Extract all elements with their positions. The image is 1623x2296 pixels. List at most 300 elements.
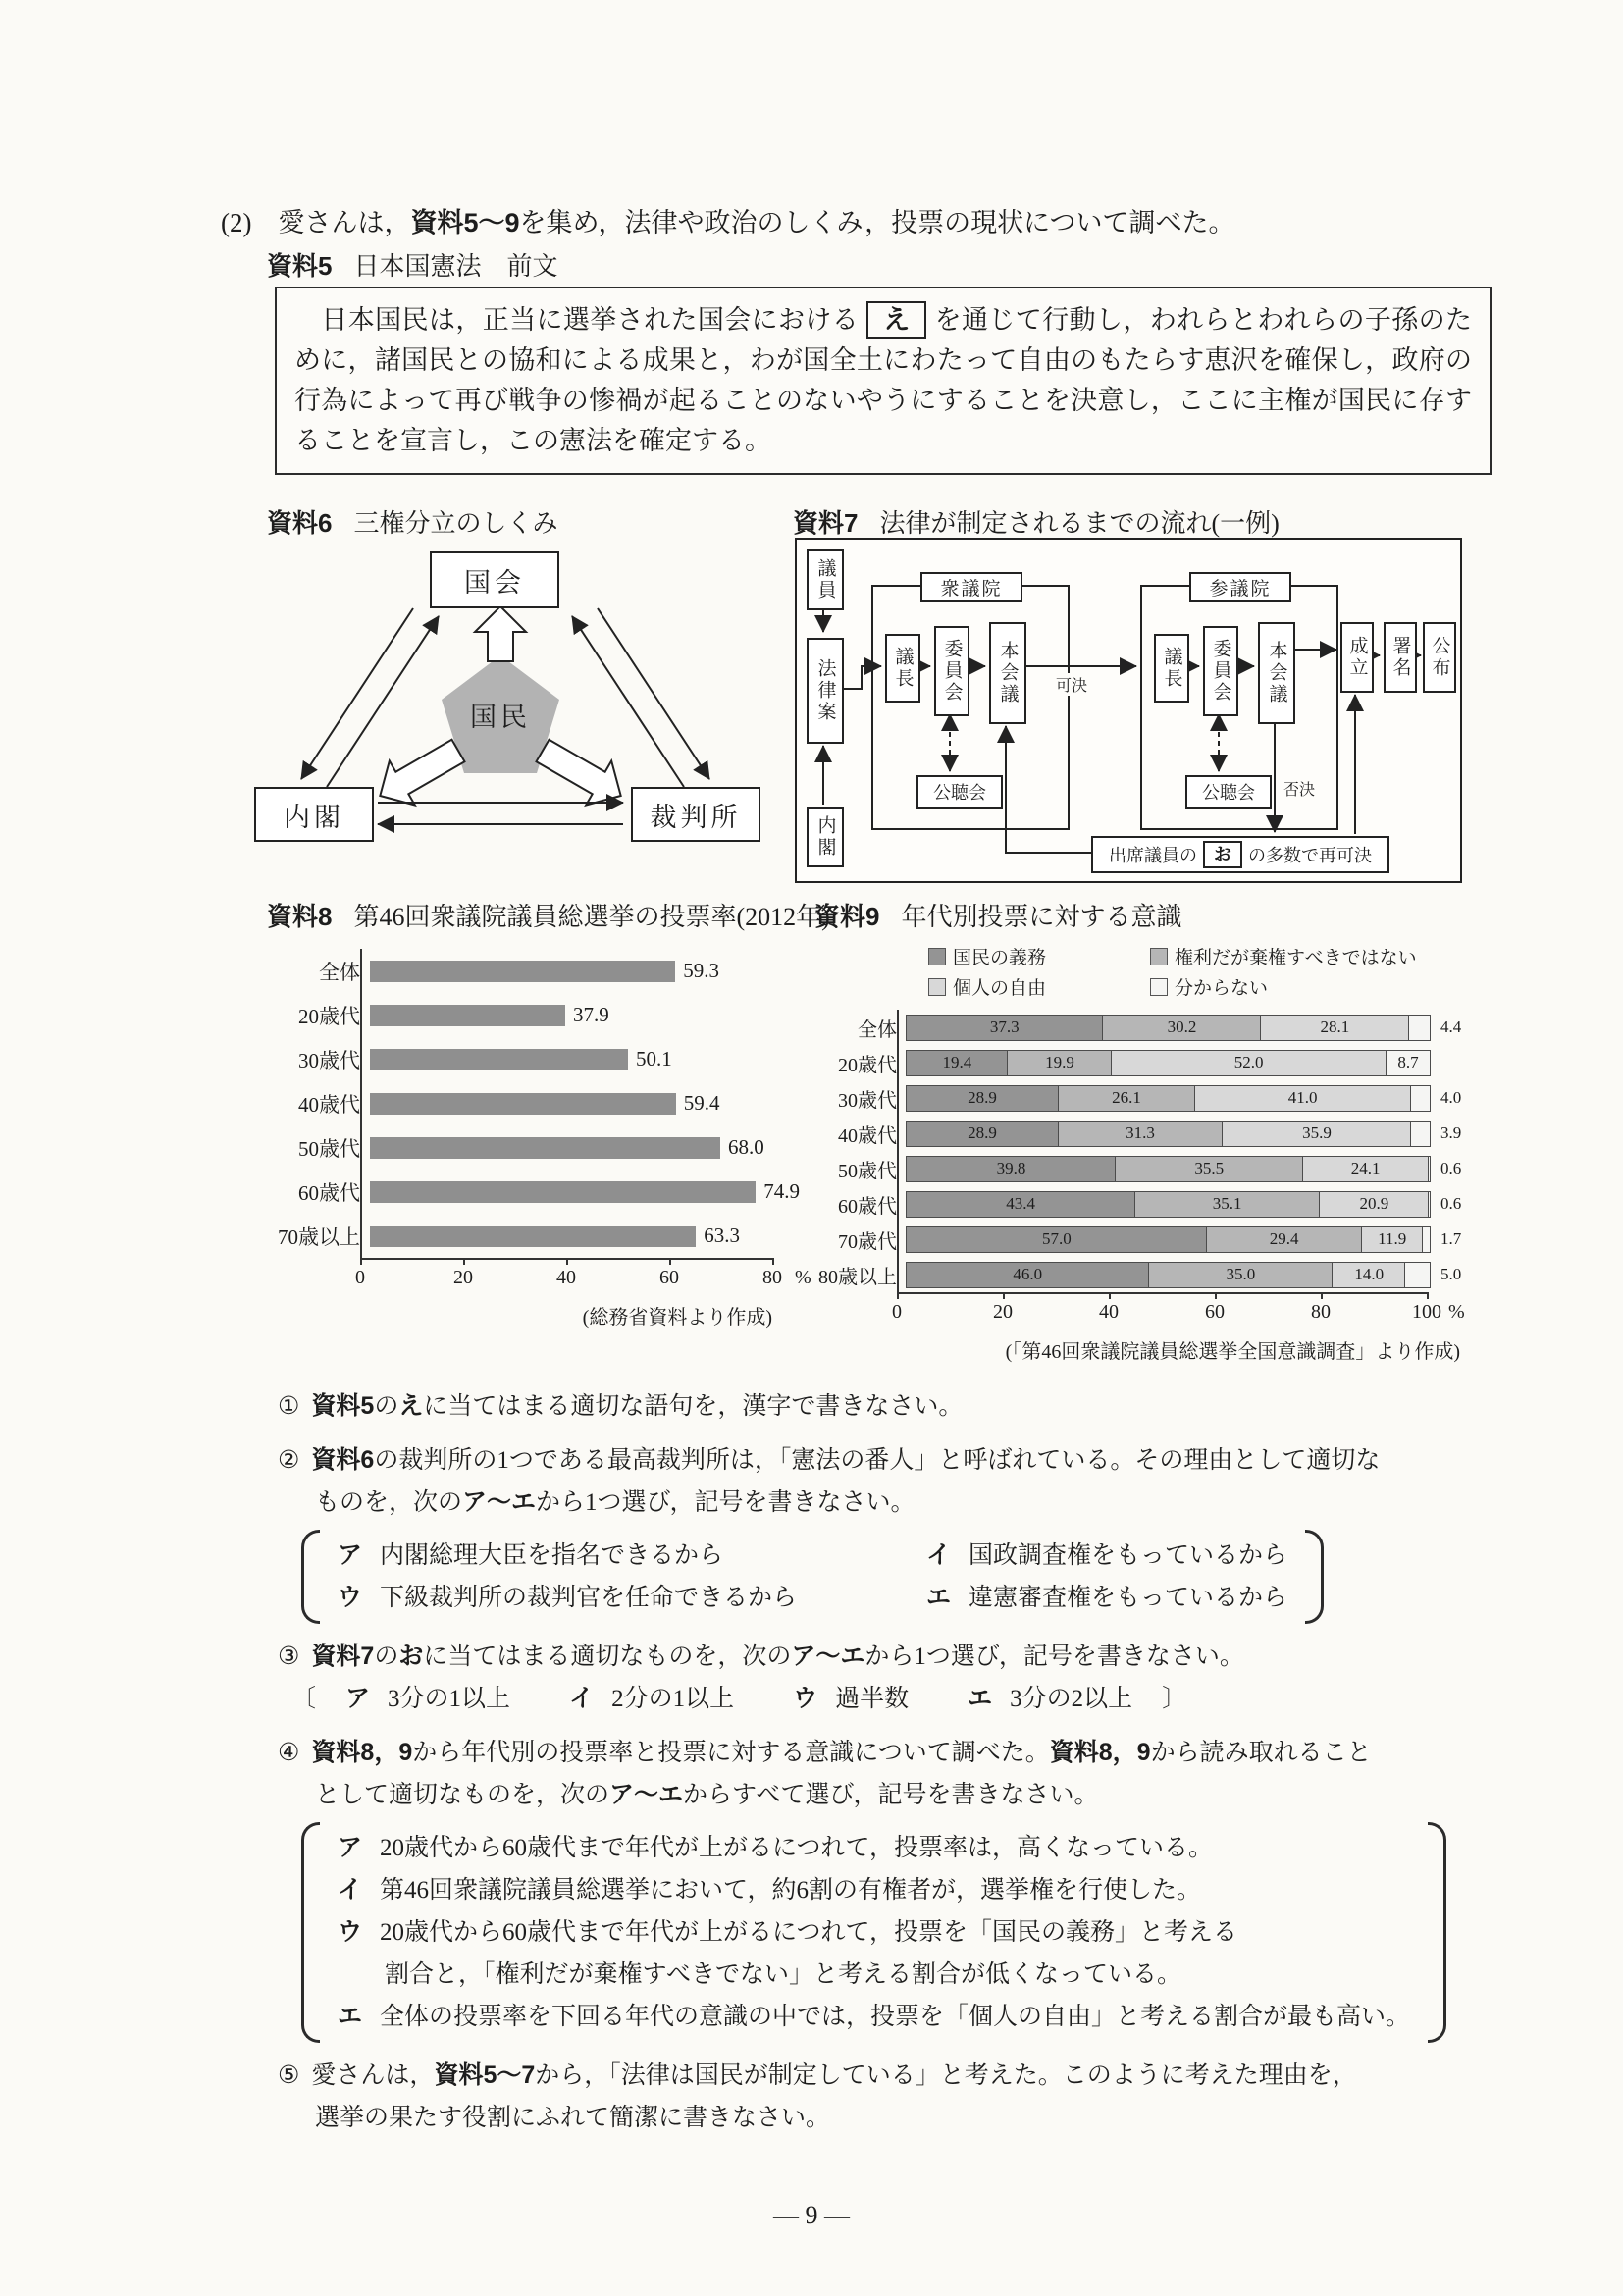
public-hearing-box-upper [1185,775,1272,809]
turnout-value: 59.4 [683,1091,720,1115]
option-item [345,1686,510,1712]
turnout-value: 37.9 [573,1003,609,1026]
question-line [278,1385,1470,1428]
axis-tick-label: 20 [453,1267,473,1288]
awareness-chart-block [811,897,1517,1364]
shiryo9-heading [814,897,1517,933]
turnout-rows [257,949,846,1258]
shiryo8-heading [267,897,846,933]
revote-box [1091,836,1389,873]
text-segment: から1つ選び，記号を書きなさい。 [536,1489,916,1516]
question-line [278,2097,1470,2139]
awareness-rows [811,1010,1517,1292]
awareness-track [906,1015,1462,1041]
awareness-value: 28.9 [968,1123,997,1142]
option-label: イ [338,1876,363,1904]
legend-label: 個人の自由 [953,978,1047,999]
options-bracket-group [301,1822,1446,2043]
axis-tick-label: 20 [993,1301,1013,1323]
awareness-track [906,1226,1462,1253]
option-label: ウ [338,1918,363,1946]
shiryo5-title: 日本国憲法 前文 [353,252,558,281]
shiryo6-label: 資料6 [267,508,333,538]
plenary-text: 本会議 [997,641,1019,705]
text-segment: に当てはまる適切な語句を，漢字で書きなさい。 [423,1393,964,1420]
shiryo8-title: 第46回衆議院議員総選挙の投票率(2012年) [353,903,830,931]
option-text: 20歳代から60歳代まで年代が上がるにつれて，投票率は，高くなっている。 [380,1835,1214,1861]
bracket-right [1305,1530,1324,1624]
enactment-box [1340,622,1374,693]
awareness-axis-unit: % [1448,1301,1465,1323]
shiryo6-title: 三権分立のしくみ [353,509,558,538]
awareness-row [811,1186,1517,1222]
awareness-category: 30歳代 [838,1089,897,1112]
constitution-preamble-box [275,287,1492,475]
turnout-track [370,959,831,983]
signature-text: 署名 [1389,636,1411,679]
awareness-value: 8.7 [1397,1053,1419,1071]
awareness-row [811,1151,1517,1186]
awareness-value: 37.3 [989,1018,1020,1036]
awareness-value: 43.4 [1006,1194,1036,1213]
option-item [968,1686,1132,1712]
legend-swatch-icon [928,978,946,996]
legend-item [1150,973,1517,1000]
committee-text: 委員会 [1210,639,1231,704]
awareness-value: 52.0 [1233,1053,1264,1071]
awareness-segment [1007,1050,1112,1076]
turnout-category: 30歳代 [298,1048,360,1072]
committee-box-lower [934,626,969,716]
speaker-box-upper [1154,634,1189,703]
text-segment: の裁判所の1つである最高裁判所は，「憲法の番人」と呼ばれている。その理由として適切な [374,1447,1381,1474]
axis-tick-label: 40 [1099,1301,1119,1323]
speaker-text: 議長 [1161,647,1182,690]
awareness-row [811,1080,1517,1116]
speaker-box-lower [885,634,920,703]
text-segment: からすべて選び，記号を書きなさい。 [683,1782,1099,1808]
awareness-track [906,1262,1462,1288]
question [278,1636,1470,1720]
question-line [278,1774,1470,1816]
awareness-category: 50歳代 [838,1160,897,1182]
bracket-left [301,1822,320,2043]
legislator-box [807,549,844,610]
awareness-category: 80歳以上 [818,1266,897,1288]
option-text: 3分の1以上 [388,1686,511,1712]
awareness-value: 19.4 [942,1053,972,1071]
text-segment: から，「法律は国民が制定している」と考えた。このように考えた理由を， [535,2062,1357,2089]
text-segment: 資料5～9 [410,208,520,237]
option-line [338,1869,1410,1911]
legend-item [1150,943,1517,969]
option-label: ア [345,1685,371,1712]
text-segment: 資料7 [311,1643,375,1670]
turnout-track [370,1047,831,1071]
awareness-segment [1115,1156,1303,1182]
awareness-row [811,1116,1517,1151]
awareness-segment [1058,1085,1196,1112]
option-label: エ [338,2003,363,2030]
option-label: ア [338,1541,363,1569]
diet-label: 国会 [464,567,525,598]
option-text: 違憲審査権をもっているから [969,1585,1288,1611]
options-row [338,1535,1287,1577]
rejected-text: 否決 [1283,782,1316,799]
awareness-segment [906,1226,1208,1253]
option-item [338,1535,926,1577]
awareness-segment [906,1156,1117,1182]
cabinet-flow-box [807,807,844,867]
committee-text: 委員会 [941,639,963,704]
turnout-bar [370,1137,720,1159]
shiryo6-heading [267,503,557,540]
text-segment: (2) 愛さんは， [221,208,411,237]
axis-tick-label: 0 [892,1301,902,1323]
block-arrow-up-icon [475,606,526,661]
awareness-category: 全体 [858,1018,897,1041]
awareness-value: 35.9 [1302,1123,1332,1142]
awareness-segment [1408,1015,1432,1041]
upper-house-text: 参議院 [1209,579,1272,600]
awareness-segment [906,1191,1135,1218]
question-number: ① [278,1393,300,1420]
turnout-bar [370,1181,756,1203]
text-segment: 愛さんは， [311,2062,435,2089]
separation-of-powers-diagram [240,540,770,873]
shiryo7-heading [793,503,1280,540]
awareness-segment [1302,1156,1430,1182]
text-segment: ア～エ [462,1488,537,1516]
awareness-segment [1222,1121,1412,1147]
awareness-value-outside: 4.0 [1440,1088,1462,1107]
shiryo7-title: 法律が制定されるまでの流れ(一例) [879,509,1280,538]
option-item [926,1535,1287,1577]
option-text: 2分の1以上 [611,1686,735,1712]
blank-o-box: お [1203,841,1242,868]
awareness-row [811,1257,1517,1292]
awareness-value: 30.2 [1167,1018,1197,1036]
intro-line [221,201,1235,239]
awareness-segment [1386,1050,1432,1076]
text-segment: お [398,1643,424,1670]
option-text: 全体の投票率を下回る年代の意識の中では，投票を「個人の自由」と考える割合が最も高い。 [380,2004,1411,2030]
turnout-track [370,1179,831,1204]
turnout-track [370,1091,831,1116]
text-segment: ア～エ [791,1643,865,1670]
awareness-segment [1422,1226,1431,1253]
text-segment: を集め，法律や政治のしくみ，投票の現状について調べた。 [519,208,1235,237]
text-segment: 資料6 [311,1446,375,1474]
awareness-track [906,1121,1462,1147]
awareness-segment [1428,1156,1431,1182]
turnout-axis [355,1258,812,1293]
awareness-value: 41.0 [1287,1088,1318,1107]
awareness-track [906,1156,1462,1182]
legend-item [928,973,1134,1000]
option-text: 内閣総理大臣を指名できるから [380,1542,724,1569]
law-flow-diagram [795,538,1462,883]
question-number: ② [278,1447,300,1474]
awareness-value-outside: 3.9 [1440,1123,1462,1142]
question-line [278,1636,1470,1678]
awareness-value: 28.1 [1320,1018,1350,1036]
options-rows [320,1530,1305,1624]
option-item [926,1577,1287,1619]
turnout-value: 68.0 [728,1135,764,1159]
awareness-segment [1148,1262,1334,1288]
bill-box [807,638,844,744]
cabinet-box [254,787,374,842]
options-rows [320,1822,1428,2043]
awareness-category: 40歳代 [838,1124,897,1147]
awareness-segment [1410,1085,1432,1112]
awareness-value: 46.0 [1013,1265,1043,1283]
awareness-value: 14.0 [1354,1265,1385,1283]
awareness-segment [906,1262,1149,1288]
public-hearing-text: 公聴会 [933,783,986,803]
question-number: ④ [278,1740,300,1766]
text-segment: 資料5～7 [434,2061,536,2089]
option-text: 第46回衆議院議員総選挙において，約6割の有権者が，選挙権を行使した。 [380,1877,1202,1904]
awareness-segment [906,1121,1059,1147]
shiryo5-heading [267,246,557,283]
awareness-segment [1194,1085,1411,1112]
option-text: 国政調査権をもっているから [969,1542,1288,1569]
awareness-source: (「第46回衆議院議員総選挙全国意識調査」より作成) [1005,1341,1460,1363]
turnout-category: 40歳代 [298,1092,360,1117]
axis-tick-label: 100 [1412,1301,1441,1323]
turnout-category: 50歳代 [298,1136,360,1161]
turnout-value: 50.1 [636,1047,672,1070]
public-hearing-text: 公聴会 [1202,783,1255,803]
awareness-category: 70歳代 [838,1230,897,1253]
text-segment: 資料8，9 [1049,1739,1151,1766]
axis-tick-label: 60 [1205,1301,1225,1323]
turnout-value: 59.3 [683,959,720,982]
upper-house-label [1189,572,1291,602]
turnout-row [257,1214,846,1258]
text-segment: から1つ選び，記号を書きなさい。 [864,1644,1244,1670]
awareness-segment [906,1085,1059,1112]
court-label: 裁判所 [650,802,742,832]
option-label: ア [338,1834,363,1861]
signature-box [1384,622,1417,693]
lower-house-label [920,572,1022,602]
awareness-segment [1410,1121,1431,1147]
option-label: エ [926,1584,952,1611]
awareness-value: 35.0 [1226,1265,1256,1283]
enactment-text: 成立 [1346,636,1368,679]
options-inline [278,1678,1470,1720]
awareness-value: 35.5 [1194,1159,1225,1177]
promulgation-text: 公布 [1429,636,1450,679]
awareness-value: 57.0 [1042,1229,1072,1248]
plenary-text: 本会議 [1266,641,1287,705]
turnout-bar [370,961,675,982]
awareness-value: 31.3 [1126,1123,1155,1142]
speaker-text: 議長 [892,647,914,690]
text-segment: として適切なものを，次の [315,1782,610,1808]
text-segment: 選挙の果たす役割にふれて簡潔に書きなさい。 [315,2105,831,2131]
passed-label [1054,673,1089,696]
awareness-segment [1428,1191,1431,1218]
awareness-value-outside: 0.6 [1440,1159,1462,1177]
legend-swatch-icon [1150,978,1168,996]
turnout-chart-block [257,897,846,1330]
turnout-y-axis [360,949,362,1258]
awareness-value-outside: 0.6 [1440,1194,1462,1213]
lower-house-text: 衆議院 [940,579,1003,600]
option-text: 20歳代から60歳代まで年代が上がるにつれて，投票を「国民の義務」と考える [380,1919,1238,1946]
cabinet-label: 内閣 [284,802,344,832]
option-text: 3分の2以上 [1010,1686,1133,1712]
awareness-value: 19.9 [1045,1053,1074,1071]
awareness-value: 24.1 [1350,1159,1381,1177]
people-text: 国民 [470,702,531,732]
legend-label: 分からない [1175,978,1269,999]
text-segment: 資料5 [311,1392,375,1420]
legislator-text: 議員 [814,558,836,601]
awareness-legend [928,943,1517,1000]
awareness-row [811,1045,1517,1080]
turnout-category: 60歳代 [298,1180,360,1205]
awareness-category: 60歳代 [838,1195,897,1218]
revote-text-after: の多数で再可決 [1248,846,1372,865]
question-line [278,1439,1470,1482]
option-label: イ [926,1541,952,1569]
option-item [793,1686,909,1712]
revote-text-before: 出席議員の [1109,846,1197,865]
axis-tick-label: 60 [659,1267,679,1288]
awareness-value: 39.8 [996,1159,1026,1177]
awareness-value: 11.9 [1378,1229,1407,1248]
awareness-segment [1404,1262,1431,1288]
passed-text: 可決 [1056,678,1088,695]
public-hearing-box-lower [916,775,1003,809]
option-label: ウ [338,1584,363,1611]
bracket-close: 〕 [1162,1686,1187,1712]
options-row [338,1577,1287,1619]
turnout-source: (総務省資料より作成) [582,1307,772,1329]
question-number: ③ [278,1644,300,1670]
turnout-value: 74.9 [763,1179,800,1203]
turnout-bar [370,1226,696,1247]
awareness-segment [1361,1226,1424,1253]
turnout-category: 全体 [319,960,360,984]
axis-tick-label: 80 [1311,1301,1331,1323]
awareness-category: 20歳代 [838,1054,897,1076]
turnout-row [257,949,846,993]
awareness-track [906,1085,1462,1112]
promulgation-box [1423,622,1456,693]
awareness-y-axis [897,1010,899,1292]
awareness-value: 28.9 [968,1088,997,1107]
option-item [338,1577,926,1619]
rejected-label [1282,777,1317,800]
awareness-value: 35.1 [1212,1194,1242,1213]
awareness-value-outside: 5.0 [1440,1265,1462,1283]
awareness-value-outside: 1.7 [1440,1229,1462,1248]
turnout-row [257,1081,846,1125]
awareness-segment [1260,1015,1409,1041]
awareness-segment [1332,1262,1406,1288]
option-line [338,1954,1410,1996]
bill-text: 法律案 [814,658,836,723]
axis-tick-label: 80 [762,1267,782,1288]
option-line [338,1996,1410,2038]
shiryo5-label: 資料5 [267,251,333,281]
cabinet-flow-text: 内閣 [814,815,836,859]
option-text: 過半数 [835,1686,910,1712]
turnout-track [370,1135,831,1160]
option-line [338,1827,1410,1869]
question-line [278,2055,1470,2097]
bracket-left [301,1530,320,1624]
awareness-axis [892,1292,1465,1328]
text-segment: ア～エ [609,1781,684,1808]
awareness-segment [1319,1191,1430,1218]
shiryo7-label: 資料7 [793,508,859,538]
awareness-row [811,1222,1517,1257]
awareness-segment [906,1050,1009,1076]
option-label: イ [569,1685,595,1712]
turnout-category: 20歳代 [298,1004,360,1028]
awareness-value: 20.9 [1359,1194,1389,1213]
text-segment: ものを，次の [315,1489,463,1516]
awareness-track [906,1050,1436,1076]
awareness-track [906,1191,1462,1218]
shiryo8-label: 資料8 [267,902,333,931]
shiryo9-title: 年代別投票に対する意識 [901,903,1182,931]
shiryo9-label: 資料9 [814,902,880,931]
question-line [278,1482,1470,1524]
option-label: ウ [793,1685,818,1712]
turnout-bar [370,1093,676,1115]
option-text: 割合と，「権利だが棄権すべきでない」と考える割合が低くなっている。 [385,1961,1182,1988]
options-bracket-group [301,1530,1324,1624]
text-segment: に当てはまる適切なものを，次の [423,1644,792,1670]
turnout-row [257,1125,846,1170]
legend-item [928,943,1134,969]
text-segment: の [374,1393,399,1420]
awareness-segment [1111,1050,1387,1076]
option-text: 下級裁判所の裁判官を任命できるから [380,1585,798,1611]
awareness-value-outside: 4.4 [1440,1018,1462,1036]
text-segment: 資料8，9 [311,1739,413,1766]
turnout-track [370,1224,831,1248]
legend-label: 権利だが棄権すべきではない [1175,948,1417,968]
axis-tick-label: 0 [355,1267,365,1288]
legend-swatch-icon [928,948,946,965]
awareness-segment [1102,1015,1262,1041]
turnout-axis-unit: % [795,1267,812,1288]
question [278,2055,1470,2139]
text-segment: え [398,1392,424,1420]
option-label: エ [968,1685,993,1712]
question [278,1732,1470,2043]
question-number: ⑤ [278,2062,300,2089]
committee-box-upper [1203,626,1238,716]
awareness-value: 26.1 [1112,1088,1141,1107]
axis-tick-label: 40 [556,1267,576,1288]
preamble-text-before: 日本国民は，正当に選挙された国会における [294,305,860,335]
legend-swatch-icon [1150,948,1168,965]
turnout-row [257,993,846,1037]
option-item [569,1686,734,1712]
awareness-value: 29.4 [1269,1229,1299,1248]
option-line [338,1911,1410,1954]
